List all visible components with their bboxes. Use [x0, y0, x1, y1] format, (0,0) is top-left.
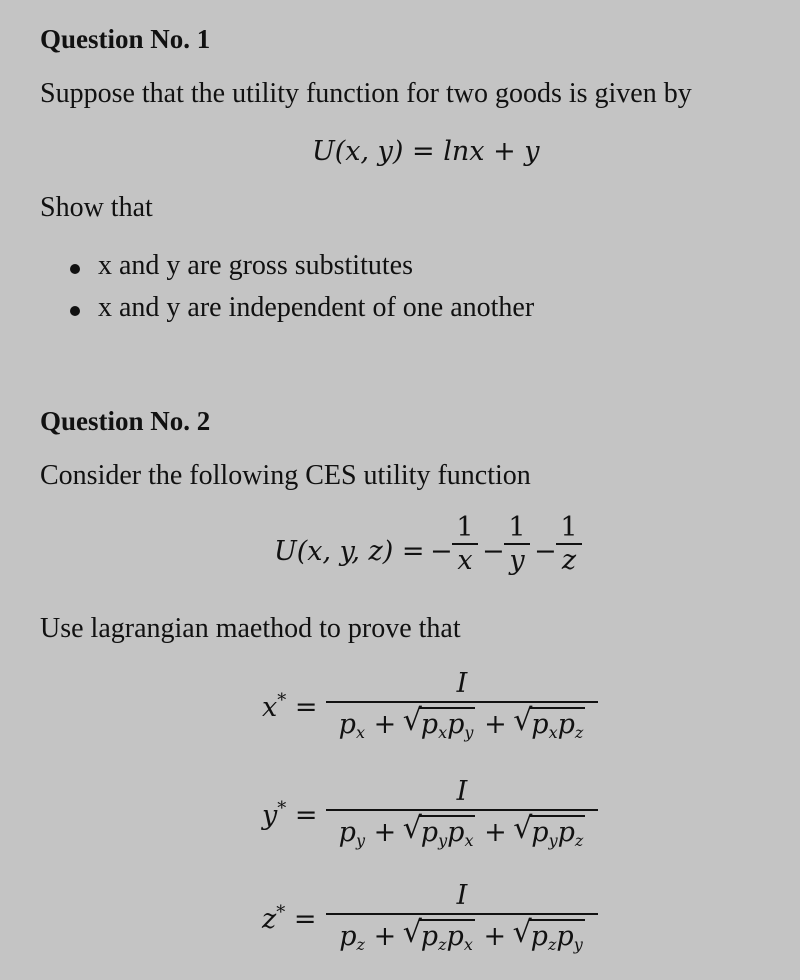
fraction [452, 512, 478, 576]
solution-lhs: z* = [262, 902, 317, 935]
show-that-text: Show that [40, 192, 153, 223]
utility-equation-1: U(x, y) = lnx + y [312, 136, 540, 167]
method-text: Use lagrangian maethod to prove that [40, 613, 461, 644]
question-2-heading: Question No. 2 [40, 406, 211, 436]
solution-denominator: $p_z$ + √ $p_zp_x$ + √ $p_zp_y$ [326, 919, 598, 954]
solution-fraction [326, 668, 598, 742]
bullet-item: x and y are gross substitutes [40, 250, 534, 292]
bullet-item: x and y are independent of one another [40, 292, 534, 334]
question-1-heading: Question No. 1 [40, 24, 211, 54]
solution-fraction [326, 880, 598, 954]
ces-utility-lhs: U(x, y, z) = [274, 536, 425, 567]
solution-numerator: I [456, 668, 468, 699]
solution-fraction [326, 776, 598, 850]
fraction [556, 512, 582, 576]
minus-sign: − [430, 536, 453, 567]
fraction-numerator: 1 [508, 512, 526, 543]
question-1-intro: Suppose that the utility function for two goods is given by [40, 78, 692, 109]
fraction-denominator: z [561, 545, 577, 576]
fraction-numerator: 1 [560, 512, 578, 543]
solution-lhs: y* = [262, 798, 318, 831]
solution-denominator: $p_x$ + √ $p_xp_y$ + √ $p_xp_z$ [326, 707, 598, 742]
solution-numerator: I [456, 880, 468, 911]
fraction [504, 512, 530, 576]
solution-numerator: I [456, 776, 468, 807]
fraction-numerator: 1 [456, 512, 474, 543]
solution-denominator: $p_y$ + √ $p_yp_x$ + √ $p_yp_z$ [326, 815, 598, 850]
solution-lhs: x* = [262, 690, 318, 723]
question-2-intro: Consider the following CES utility function [40, 460, 531, 491]
fraction-denominator: y [509, 545, 525, 576]
question-1-bullets [40, 250, 534, 334]
minus-sign: − [482, 536, 505, 567]
minus-sign: − [534, 536, 557, 567]
fraction-denominator: x [457, 545, 473, 576]
